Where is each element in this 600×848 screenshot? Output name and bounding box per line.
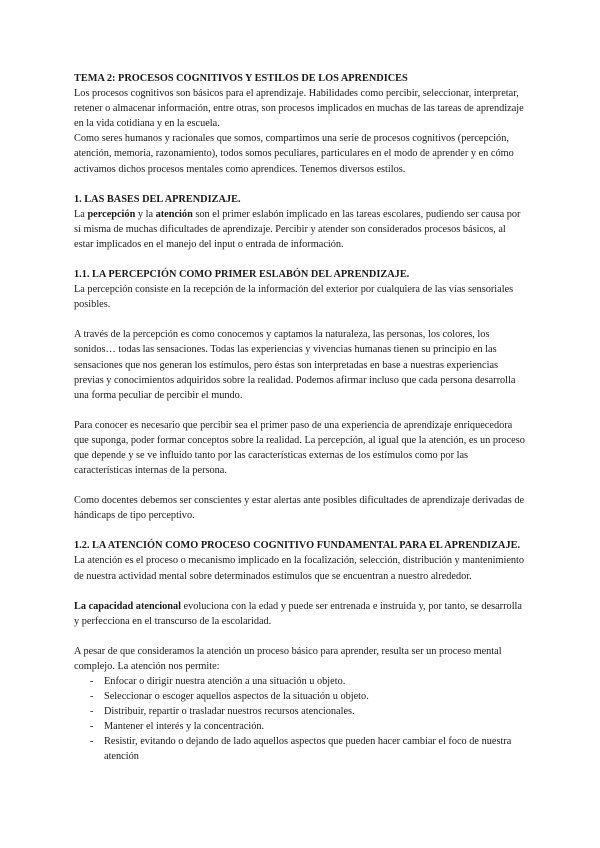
list-item: - Enfocar o dirigir nuestra atención a una situación u objeto. [74,674,526,689]
section-1-2-paragraph-2: La capacidad atencional evoluciona con la edad y puede ser entrenada e instruida y, por tanto, se desarrolla y perfecciona en el transcurso de la escolaridad. [74,600,522,627]
list-item: - Resistir, evitando o dejando de lado aquellos aspectos que pueden hacer cambiar el foco de nuestra atención [74,734,526,764]
section-1-paragraph: La percepción y la atención son el primer eslabón implicado en las tareas escolares, pudiendo ser causa por sí misma de muchas dificultades de aprendizaje. Percibir y atender son considerados procesos básicos, al estar implicados en el manejo del input o entrada de información. [74,208,521,250]
section-1-2-paragraph-3: A pesar de que consideramos la atención un proceso básico para aprender, resulta ser un proceso mental complejo. La atención nos permite: [74,645,502,672]
section-1-1-paragraph-3: Para conocer es necesario que percibir sea el primer paso de una experiencia de aprendizaje enriquecedora que suponga, poder formar conceptos sobre la realidad. La percepción, al igual que la atención, es un proceso que depende y se ve influido tanto por las características externas de los estímulos como por las características internas de la persona. [74,419,525,477]
section-1-2-heading: 1.2. LA ATENCIÓN COMO PROCESO COGNITIVO FUNDAMENTAL PARA EL APRENDIZAJE. [74,540,521,552]
section-1-heading: 1. LAS BASES DEL APRENDIZAJE. [74,193,241,205]
intro-paragraph-2: Como seres humanos y racionales que somos, compartimos una serie de procesos cognitivos (percepción, atención, memoria, razonamiento), todos somos peculiares, particulares en el modo de aprender y en cómo activamos dichos procesos mentales como aprendices. Tenemos diversos estilos. [74,133,514,175]
term-capacidad-atencional: La capacidad atencional [74,600,181,612]
section-1-1-paragraph-1: La percepción consiste en la recepción de la información del exterior por cualquiera de las vías sensoriales posibles. [74,284,514,311]
term-percepcion: percepción [87,208,136,220]
section-1-1-paragraph-4: Como docentes debemos ser conscientes y estar alertas ante posibles dificultades de aprendizaje derivadas de hándicaps de tipo perceptivo. [74,495,525,522]
attention-functions-list [74,674,526,765]
list-item: - Mantener el interés y la concentración. [74,719,526,734]
list-item: - Seleccionar o escoger aquellos aspectos de la situación u objeto. [74,689,526,704]
section-1-1-paragraph-2: A través de la percepción es como conocemos y captamos la naturaleza, las personas, los colores, los sonidos… todas las sensaciones. Todas las experiencias y vivencias humanas tienen su principio en las sensaciones que nos generan los estímulos, pero éstas son interpretadas en base a nuestras experiencias previas y conocimientos adquiridos sobre la realidad. Podemos afirmar incluso que cada persona desarrolla una forma peculiar de percibir el mundo. [74,329,516,401]
intro-paragraph-1: Los procesos cognitivos son básicos para el aprendizaje. Habilidades como percibir, seleccionar, interpretar, retener o almacenar información, entre otras, son procesos implicados en muchas de las tareas de aprendizaje en la vida cotidiana y en la escuela. [74,88,524,130]
list-item: - Distribuir, repartir o trasladar nuestros recursos atencionales. [74,704,526,719]
term-atencion: atención [155,208,193,220]
section-1-2-paragraph-1: La atención es el proceso o mecanismo implicado en la focalización, selección, distribución y mantenimiento de nuestra actividad mental sobre determinados estímulos que se encuentran a nuestro alrededor. [74,555,525,582]
section-1-1-heading: 1.1. LA PERCEPCIÓN COMO PRIMER ESLABÓN DEL APRENDIZAJE. [74,269,410,281]
document-title: TEMA 2: PROCESOS COGNITIVOS Y ESTILOS DE LOS APRENDICES [74,73,408,84]
